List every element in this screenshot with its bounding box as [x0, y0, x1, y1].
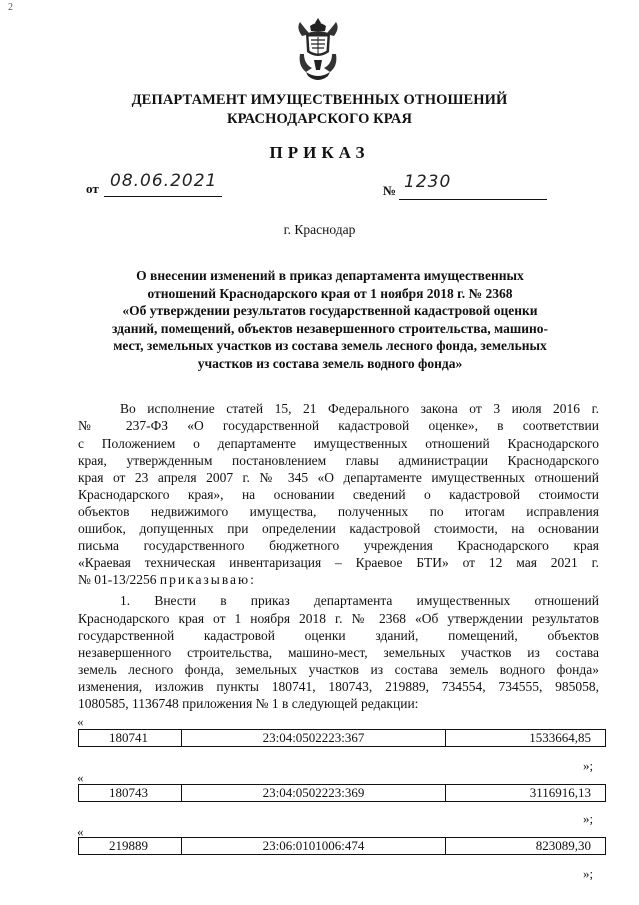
table-row — [78, 837, 606, 855]
row-number: 180741 — [79, 730, 182, 746]
subject-line: зданий, помещений, объектов незавершенного строительства, машино- — [111, 320, 549, 336]
order-line-prefix: № 01-13/2256 — [78, 572, 160, 587]
department-name-line1: ДЕПАРТАМЕНТ ИМУЩЕСТВЕННЫХ ОТНОШЕНИЙ — [131, 92, 508, 108]
body-line: ошибок, допущенных при определении кадастровой стоимости, на основании — [78, 521, 599, 536]
order-subject — [80, 267, 580, 372]
document-title: ПРИКАЗ — [269, 143, 370, 162]
row-number: 219889 — [79, 838, 182, 854]
corner-mark: 2 — [8, 2, 13, 13]
item1-line: 1. Внести в приказ департамента имущественных отношений — [120, 593, 599, 608]
department-name-line2: КРАСНОДАРСКОГО КРАЯ — [226, 111, 413, 127]
table-row — [78, 729, 606, 747]
body-line: № 237-ФЗ «О государственной кадастровой оценке», в соответствии — [78, 418, 599, 433]
cadastral-value: 3116916,13 — [529, 785, 591, 800]
body-line: края, утвержденным постановлением главы администрации Краснодарского — [78, 453, 599, 468]
open-quote: « — [77, 824, 84, 839]
open-quote: « — [77, 770, 84, 785]
body-line: Краснодарского края», на основании сведений о кадастровой стоимости — [78, 487, 599, 502]
body-line: письма государственного бюджетного учреждения Краснодарского края — [78, 538, 599, 553]
close-quote: »; — [583, 866, 594, 881]
subject-line: «Об утверждении результатов государственной кадастровой оценки — [122, 303, 538, 318]
number-underline — [399, 199, 547, 200]
close-quote: »; — [583, 811, 594, 826]
item1-line: Краснодарского края от 1 ноября 2018 г. № 2368 «Об утверждении результатов — [78, 611, 599, 626]
cadastral-number: 23:06:0101006:474 — [182, 838, 446, 854]
order-line-suffix: : — [250, 572, 254, 587]
item1-line: государственной кадастровой оценки зданий, помещений, объектов — [78, 628, 599, 643]
cadastral-number: 23:04:0502223:369 — [182, 785, 446, 801]
number-label: № — [383, 183, 397, 198]
date-underline — [104, 196, 222, 197]
number-value: 1230 — [404, 172, 452, 192]
body-line: Во исполнение статей 15, 21 Федерального закона от 3 июля 2016 г. — [120, 401, 599, 416]
body-line: объектов недвижимого имущества, полученных по итогам исправления — [78, 504, 599, 519]
item1-line: земель лесного фонда, земельных участков из состава земель водного фонда» — [78, 662, 599, 677]
close-quote: »; — [583, 758, 594, 773]
body-line: с Положением о департаменте имущественных отношений Краснодарского — [78, 436, 599, 451]
cadastral-value: 823089,30 — [535, 838, 591, 853]
subject-line: мест, земельных участков из состава земель лесного фонда, земельных — [113, 338, 547, 353]
body-line: «Краевая техническая инвентаризация – Краевое БТИ» от 12 мая 2021 г. — [78, 555, 599, 570]
order-word: приказываю — [159, 572, 251, 587]
city-name: г. Краснодар — [283, 222, 356, 237]
subject-line: отношений Краснодарского края от 1 ноября 2018 г. № 2368 — [147, 285, 513, 301]
coat-of-arms-emblem — [292, 14, 344, 86]
row-number: 180743 — [79, 785, 182, 801]
body-line: края от 23 апреля 2007 г. № 345 «О департаменте имущественных отношений — [78, 470, 599, 485]
item1-line: незавершенного строительства, машино-мест, земельных участков из состава — [78, 645, 599, 660]
order-line — [78, 572, 599, 588]
date-label: от — [86, 181, 99, 196]
subject-line: О внесении изменений в приказ департамента имущественных — [136, 268, 524, 283]
open-quote: « — [77, 714, 84, 729]
subject-line: участков из состава земель водного фонда» — [197, 355, 463, 371]
date-value: 08.06.2021 — [110, 171, 218, 191]
item1-line: 1080585, 1136748 приложения № 1 в следующей редакции: — [78, 696, 419, 711]
cadastral-value: 1533664,85 — [529, 730, 591, 745]
cadastral-number: 23:04:0502223:367 — [182, 730, 446, 746]
item1-line: изменения, изложив пункты 180741, 180743, 219889, 734554, 734555, 985058, — [78, 679, 599, 694]
table-row — [78, 784, 606, 802]
